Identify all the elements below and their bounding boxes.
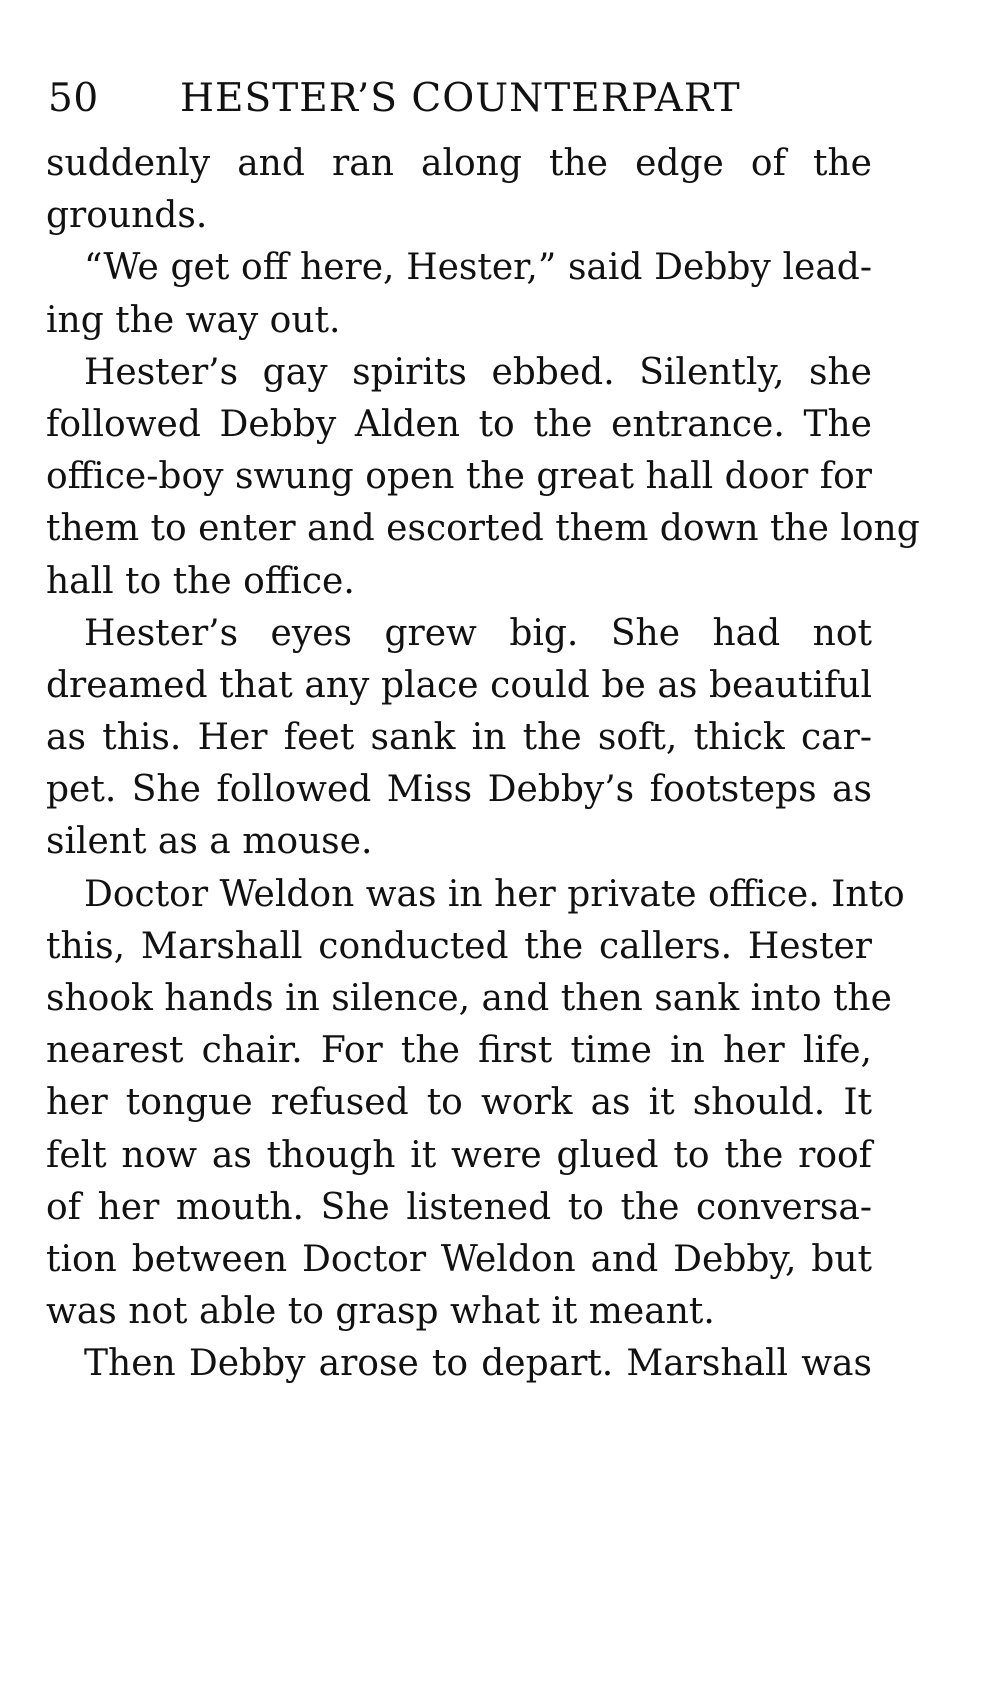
text-line: her tongue refused to work as it should. It [46, 1082, 872, 1124]
text-line: was not able to grasp what it meant. [46, 1291, 715, 1333]
text-line: Hester’s gay spirits ebbed. Silently, she [84, 351, 872, 393]
text-line: this, Marshall conducted the callers. Hester [46, 925, 872, 967]
text-line: suddenly and ran along the edge of the [46, 143, 872, 184]
text-line: pet. She followed Miss Debby’s footsteps as [46, 769, 872, 811]
text-line: hall to the office. [46, 560, 355, 602]
text-line: shook hands in silence, and then sank into the [46, 978, 892, 1019]
text-line: followed Debby Alden to the entrance. The [46, 403, 872, 445]
text-line: them to enter and escorted them down the long [46, 508, 920, 550]
running-head [48, 74, 868, 124]
text-line: grounds. [46, 195, 208, 237]
running-title: HESTER’S COUNTERPART [180, 76, 741, 121]
text-line: dreamed that any place could be as beautiful [46, 664, 872, 706]
text-line: tion between Doctor Weldon and Debby, but [46, 1238, 872, 1280]
text-line: felt now as though it were glued to the roof [46, 1134, 872, 1176]
page-number: 50 [48, 76, 99, 121]
text-line: silent as a mouse. [46, 821, 373, 863]
text-line: Doctor Weldon was in her private office. Into [84, 873, 905, 915]
body-text [46, 138, 920, 1391]
text-line: nearest chair. For the first time in her life, [46, 1030, 872, 1072]
text-line: Then Debby arose to depart. Marshall was [84, 1343, 872, 1385]
text-line: “We get off here, Hester,” said Debby lead- [84, 247, 872, 289]
text-line: as this. Her feet sank in the soft, thick car- [46, 717, 872, 759]
text-line: office-boy swung open the great hall door for [46, 456, 872, 498]
text-line: Hester’s eyes grew big. She had not [84, 612, 872, 654]
text-line: of her mouth. She listened to the conversa- [46, 1186, 872, 1228]
text-line: ing the way out. [46, 299, 341, 341]
